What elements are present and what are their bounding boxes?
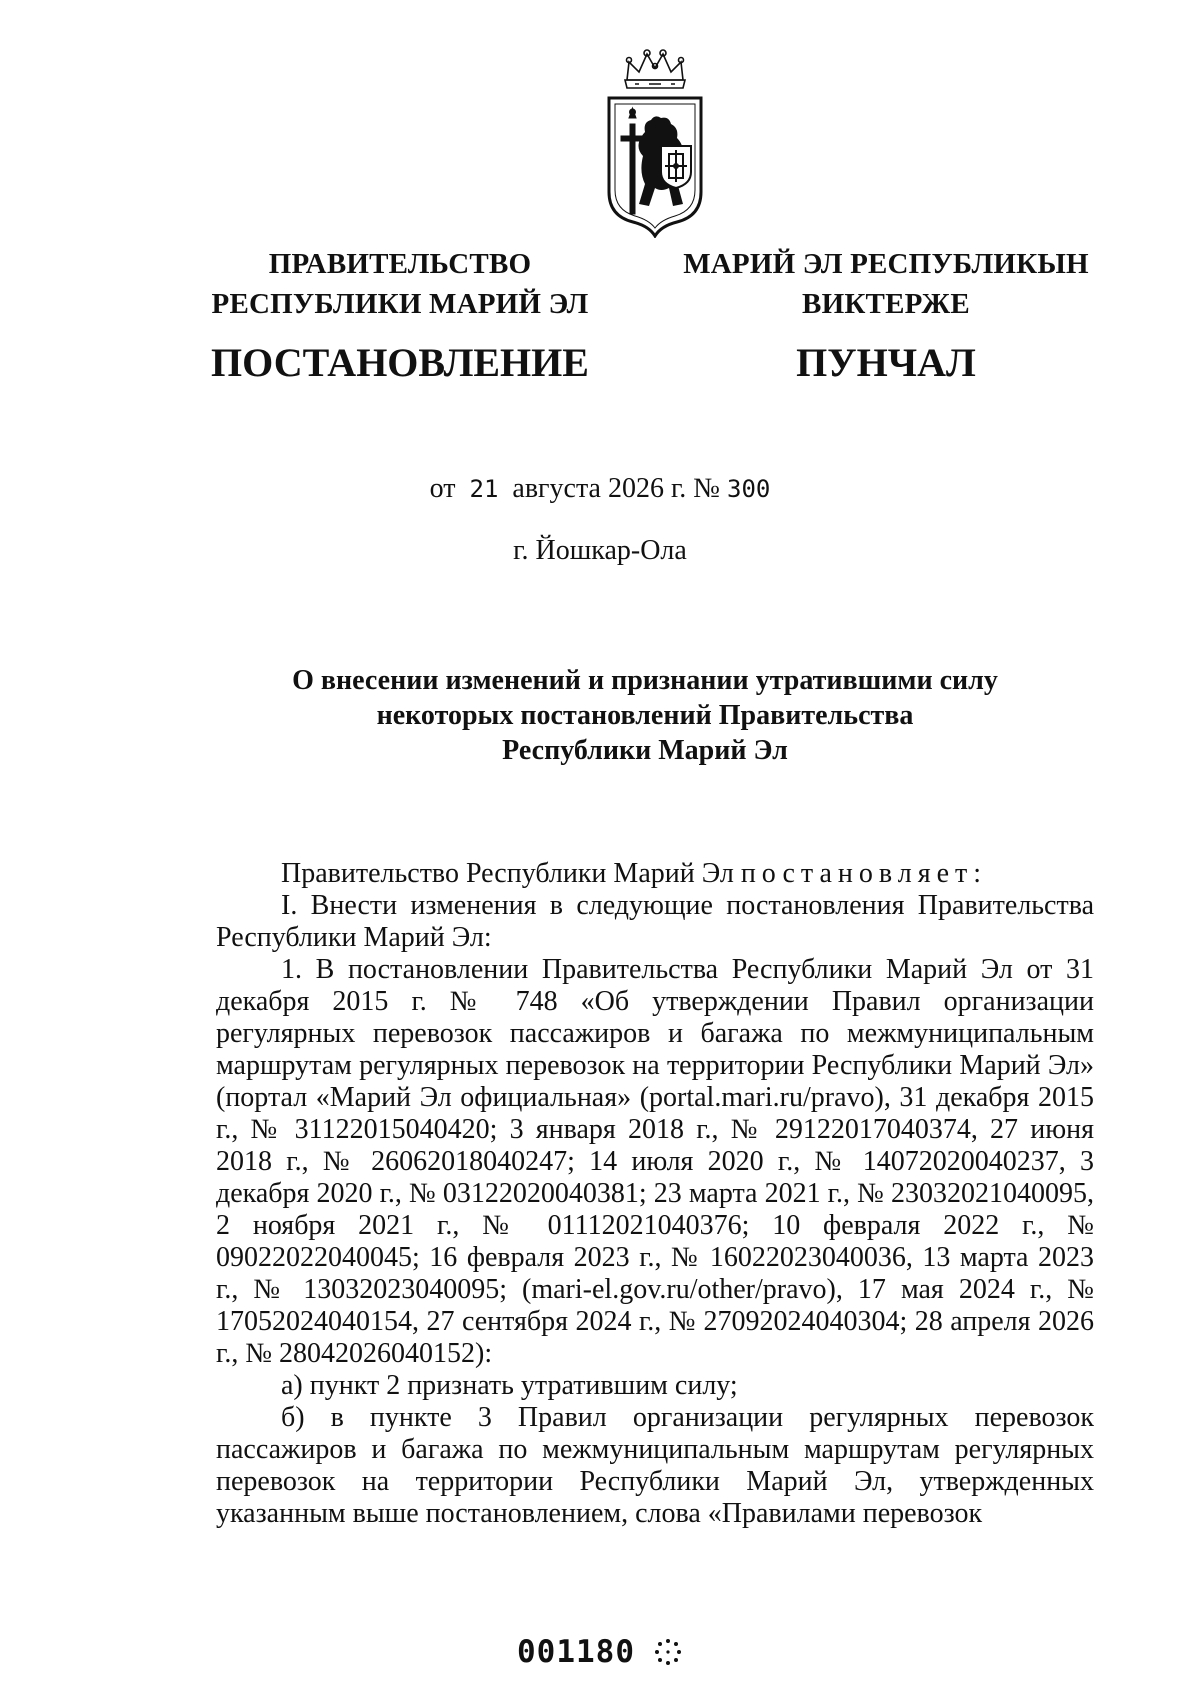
document-date-line xyxy=(0,473,1200,505)
document-body xyxy=(216,858,1094,1530)
preamble-text: Правительство Республики Марий Эл xyxy=(281,858,734,889)
security-mark-icon xyxy=(653,1637,683,1667)
date-month-year: августа 2026 г. № xyxy=(512,473,721,504)
title-line: Республики Марий Эл xyxy=(502,735,788,766)
header-right-mari xyxy=(670,244,1102,386)
org-name-ru-line2: РЕСПУБЛИКИ МАРИЙ ЭЛ xyxy=(211,288,589,320)
serial-number: 001180 xyxy=(517,1634,635,1670)
subitem-b-paragraph: б) в пункте 3 Правил организации регулярных перевозок пассажиров и багажа по межмуниципальным маршрутам регулярных перевозок на территории Республики Марий Эл, утвержденных указанным выше постановлением, слова «Правилами перевозок xyxy=(216,1402,1094,1529)
date-day: 21 xyxy=(469,475,499,503)
document-serial-footer xyxy=(0,1634,1200,1670)
title-line: О внесении изменений и признании утратившими силу xyxy=(292,665,998,696)
document-city: г. Йошкар-Ола xyxy=(513,535,687,566)
org-name-mari-line1: МАРИЙ ЭЛ РЕСПУБЛИКЫН xyxy=(683,248,1089,280)
preamble-paragraph xyxy=(216,858,1094,890)
header-left-russian xyxy=(200,244,600,386)
doc-kind-mari: ПУНЧАЛ xyxy=(796,340,976,385)
document-title xyxy=(200,663,1090,768)
title-line: некоторых постановлений Правительства xyxy=(376,700,914,731)
doc-kind-ru: ПОСТАНОВЛЕНИЕ xyxy=(211,340,589,385)
org-name-ru-line1: ПРАВИТЕЛЬСТВО xyxy=(268,248,532,280)
document-number: 300 xyxy=(727,475,771,503)
org-name-mari-line2: ВИКТЕРЖЕ xyxy=(802,288,970,320)
section-1-paragraph: I. Внести изменения в следующие постановления Правительства Республики Марий Эл: xyxy=(216,890,1094,953)
date-prefix: от xyxy=(429,473,456,504)
preamble-decree-word: постановляет: xyxy=(740,858,988,889)
item-1-paragraph: 1. В постановлении Правительства Республики Марий Эл от 31 декабря 2015 г. № 748 «Об утверждении Правил организации регулярных перевозок пассажиров и багажа по межмуниципальным маршрутам регулярных перевозок на территории Республики Марий Эл» (портал «Марий Эл официальная» (portal.mari.ru/pravo), 31 декабря 2015 г., № 31122015040420; 3 января 2018 г., № 29122017040374, 27 июня 2018 г., № 26062018040247; 14 июля 2020 г., № 14072020040237, 3 декабря 2020 г., № 03122020040381; 23 марта 2021 г., № 23032021040095, 2 ноября 2021 г., № 01112021040376; 10 февраля 2022 г., № 09022022040045; 16 февраля 2023 г., № 16022023040036, 13 марта 2023 г., № 13032023040095; (mari-el.gov.ru/other/pravo), 17 мая 2024 г., № 17052024040154, 27 сентября 2024 г., № 27092024040304; 28 апреля 2026 г., № 28042026040152): xyxy=(216,954,1094,1369)
coat-of-arms-emblem xyxy=(599,46,711,238)
subitem-a-paragraph: а) пункт 2 признать утратившим силу; xyxy=(281,1370,738,1401)
